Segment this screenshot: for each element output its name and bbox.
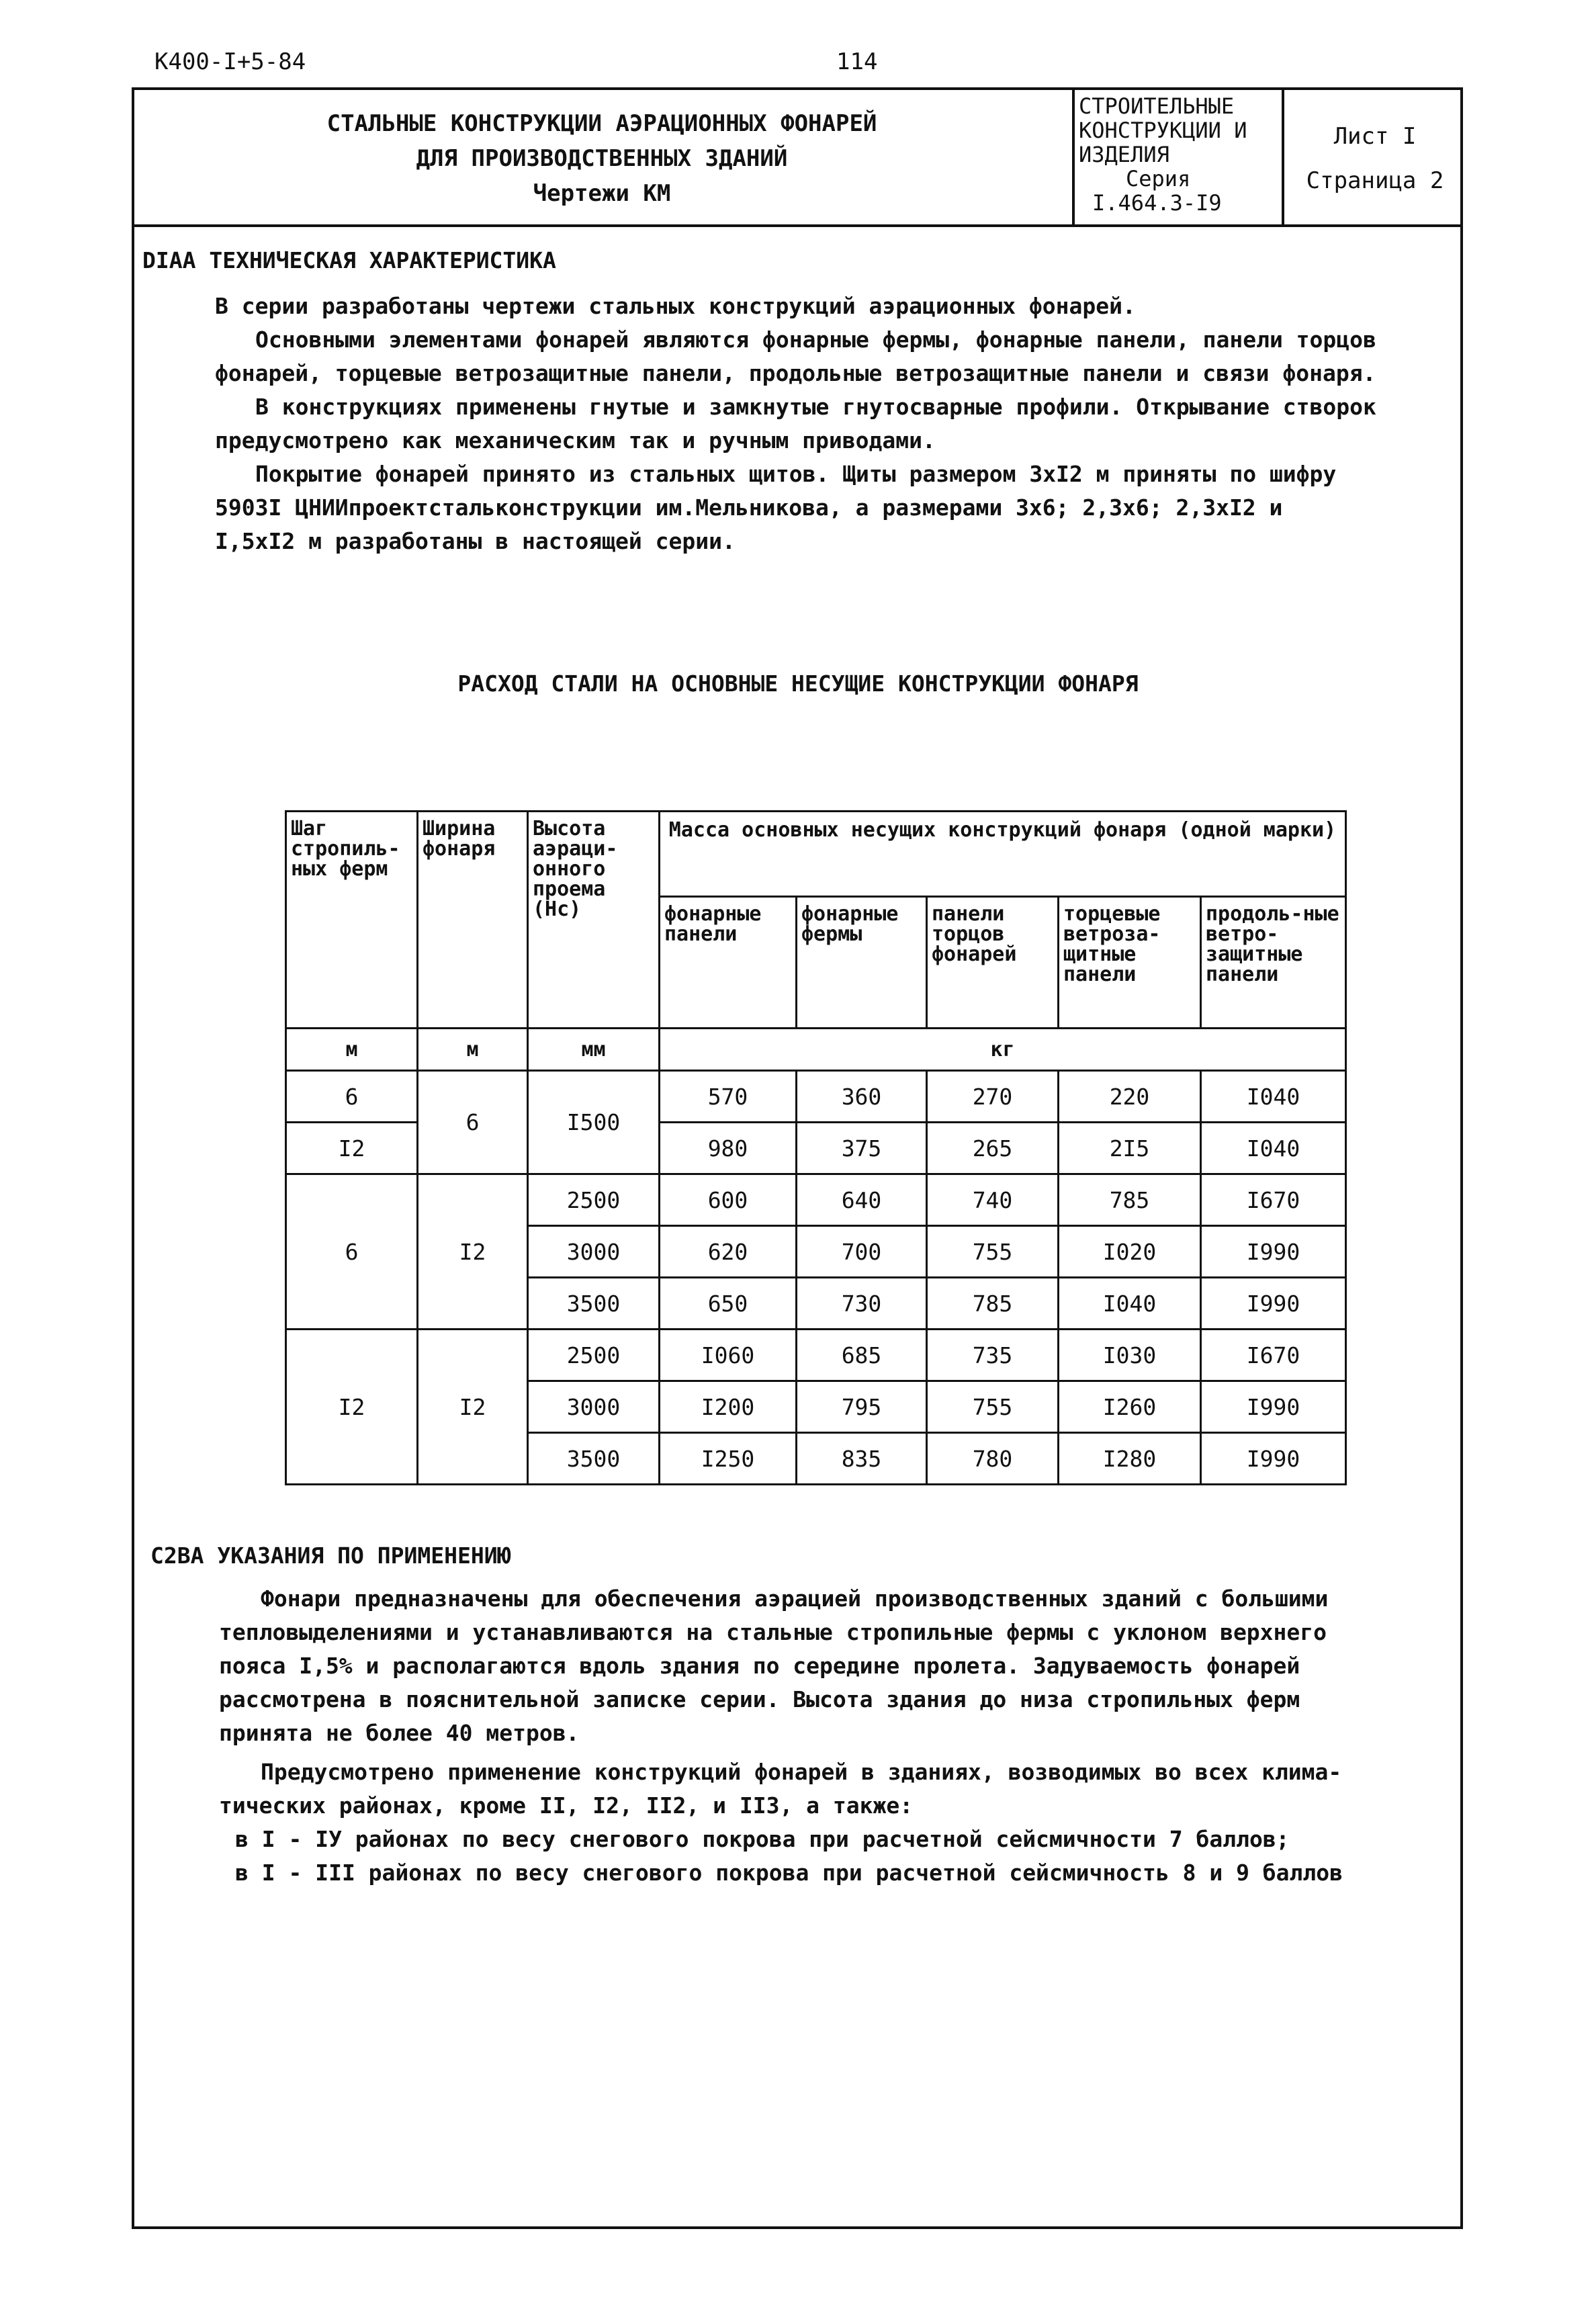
paragraph-line: пояса I,5% и располагаются вдоль здания по середине пролета. Задуваемость фонарей [219,1653,1300,1679]
table-cell: 360 [797,1071,927,1123]
table-cell: 620 [660,1226,797,1278]
table-cell: I040 [1201,1123,1346,1174]
table-cell: 2500 [528,1330,660,1381]
table-cell: 3500 [528,1433,660,1485]
paragraph-line: В серии разработаны чертежи стальных конструкций аэрационных фонарей. [215,293,1136,319]
paragraph-line: В конструкциях применены гнутые и замкнутые гнутосварные профили. Открывание створок [255,394,1376,420]
table-row [286,1330,1346,1381]
table-cell: 270 [927,1071,1059,1123]
table-cell: 2I5 [1059,1123,1201,1174]
paragraph-line: в I - IУ районах по весу снегового покрова при расчетной сейсмичности 7 баллов; [235,1826,1290,1852]
table-cell: I990 [1201,1226,1346,1278]
section-heading-specs: DIAA ТЕХНИЧЕСКАЯ ХАРАКТЕРИСТИКА [142,247,556,273]
subheader-end-panels: панели торцов фонарей [927,897,1059,1029]
table-cell: I200 [660,1381,797,1433]
table-cell: 220 [1059,1071,1201,1123]
table-cell: 3000 [528,1226,660,1278]
table-cell: 755 [927,1226,1059,1278]
document-code: К400-I+5-84 [154,48,306,75]
table-cell: 3500 [528,1278,660,1330]
title-line: Чертежи КМ [533,180,671,207]
table-cell: I990 [1201,1381,1346,1433]
table-cell: 6 [286,1174,418,1330]
table-cell: 600 [660,1174,797,1226]
table-cell: I2 [418,1174,528,1330]
title-block [132,87,1463,227]
title-block-sheet [1287,114,1463,203]
title-block-divider [1072,87,1075,224]
table-cell: I670 [1201,1174,1346,1226]
table-units-row [286,1029,1346,1071]
paragraph-line: тических районах, кроме II, I2, II2, и II3, а также: [219,1792,914,1819]
title-line: СТАЛЬНЫЕ КОНСТРУКЦИИ АЭРАЦИОННЫХ ФОНАРЕЙ [326,110,877,137]
table-cell: 785 [1059,1174,1201,1226]
table-cell: 3000 [528,1381,660,1433]
table-cell: 835 [797,1433,927,1485]
table-cell: I990 [1201,1278,1346,1330]
paragraph-line: предусмотрено как механическим так и ручным приводами. [215,427,936,453]
table-cell: 795 [797,1381,927,1433]
steel-consumption-table [285,810,1347,1485]
table-cell: I500 [528,1071,660,1174]
subheader-trusses: фонарные фермы [797,897,927,1029]
unit-cell: кг [660,1029,1346,1071]
table-cell: 780 [927,1433,1059,1485]
table-cell: 2500 [528,1174,660,1226]
table-cell: I040 [1201,1071,1346,1123]
table-row [286,1071,1346,1123]
table-cell: I250 [660,1433,797,1485]
paragraph-line: Предусмотрено применение конструкций фонарей в зданиях, возводимых во всех клима- [261,1759,1342,1785]
table-cell: 570 [660,1071,797,1123]
table-cell: 6 [418,1071,528,1174]
table-cell: 980 [660,1123,797,1174]
subheader-long-wind: продоль-ные ветро-защитные панели [1201,897,1346,1029]
subheader-end-wind: торцевые ветроза-щитные панели [1059,897,1201,1029]
paragraph-line: рассмотрена в пояснительной записке серии. Высота здания до низа стропильных ферм [219,1686,1300,1712]
table-cell: I990 [1201,1433,1346,1485]
table-cell: 650 [660,1278,797,1330]
paragraph-line: принята не более 40 метров. [219,1720,580,1746]
header-step: Шаг стропиль-ных ферм [286,812,418,1029]
paragraph-line: Основными элементами фонарей являются фонарные фермы, фонарные панели, панели торцов [255,327,1376,353]
unit-cell: м [418,1029,528,1071]
table-title: РАСХОД СТАЛИ НА ОСНОВНЫЕ НЕСУЩИЕ КОНСТРУКЦИИ ФОНАРЯ [457,670,1139,697]
header-width: Ширина фонаря [418,812,528,1029]
table-cell: I2 [286,1123,418,1174]
sheet-label: Лист I [1333,123,1417,150]
table-cell: I280 [1059,1433,1201,1485]
series-line: I.464.3-I9 [1092,190,1222,216]
table-cell: I030 [1059,1330,1201,1381]
page-label: Страница 2 [1306,167,1444,194]
table-cell: 700 [797,1226,927,1278]
series-line: КОНСТРУКЦИИ И [1079,118,1247,143]
page-number: 114 [836,48,878,75]
table-cell: 685 [797,1330,927,1381]
table-cell: 6 [286,1071,418,1123]
table-cell: I040 [1059,1278,1201,1330]
paragraph-line: Фонари предназначены для обеспечения аэрацией производственных зданий с большими [261,1585,1329,1612]
table-row [286,1174,1346,1226]
paragraph-line: I,5хI2 м разработаны в настоящей серии. [215,528,736,554]
paragraph-line: фонарей, торцевые ветрозащитные панели, продольные ветрозащитные панели и связи фонаря. [215,360,1376,386]
section-heading-usage: C2BA УКАЗАНИЯ ПО ПРИМЕНЕНИЮ [150,1542,511,1569]
table-cell: 755 [927,1381,1059,1433]
table-cell: 785 [927,1278,1059,1330]
table-cell: 735 [927,1330,1059,1381]
table-cell: 730 [797,1278,927,1330]
table-cell: 375 [797,1123,927,1174]
paragraph-line: в I - III районах по весу снегового покрова при расчетной сейсмичность 8 и 9 баллов [235,1860,1343,1886]
paragraph-line: 5903I ЦНИИпроектстальконструкции им.Мельникова, а размерами 3х6; 2,3х6; 2,3хI2 и [215,494,1283,521]
table-cell: 740 [927,1174,1059,1226]
title-block-title [132,106,1072,211]
table-cell: I2 [418,1330,528,1485]
table-cell: I670 [1201,1330,1346,1381]
series-line: СТРОИТЕЛЬНЫЕ [1079,93,1235,119]
series-line: ИЗДЕЛИЯ [1079,142,1169,167]
header-height: Высота аэраци-онного проема (Hc) [528,812,660,1029]
title-line: ДЛЯ ПРОИЗВОДСТВЕННЫХ ЗДАНИЙ [416,145,788,172]
unit-cell: мм [528,1029,660,1071]
table-header-row [286,812,1346,897]
table-cell: I020 [1059,1226,1201,1278]
paragraph-line: тепловыделениями и устанавливаются на стальные стропильные фермы с уклоном верхнего [219,1619,1327,1645]
table-cell: 640 [797,1174,927,1226]
series-line: Серия [1126,166,1191,191]
table-cell: I2 [286,1330,418,1485]
subheader-panels: фонарные панели [660,897,797,1029]
paragraph-line: Покрытие фонарей принято из стальных щитов. Щиты размером 3хI2 м приняты по шифру [255,461,1337,487]
table-cell: I260 [1059,1381,1201,1433]
table-cell: I060 [660,1330,797,1381]
unit-cell: м [286,1029,418,1071]
table-cell: 265 [927,1123,1059,1174]
header-mass-group: Масса основных несущих конструкций фонаря (одной марки) [660,812,1346,897]
